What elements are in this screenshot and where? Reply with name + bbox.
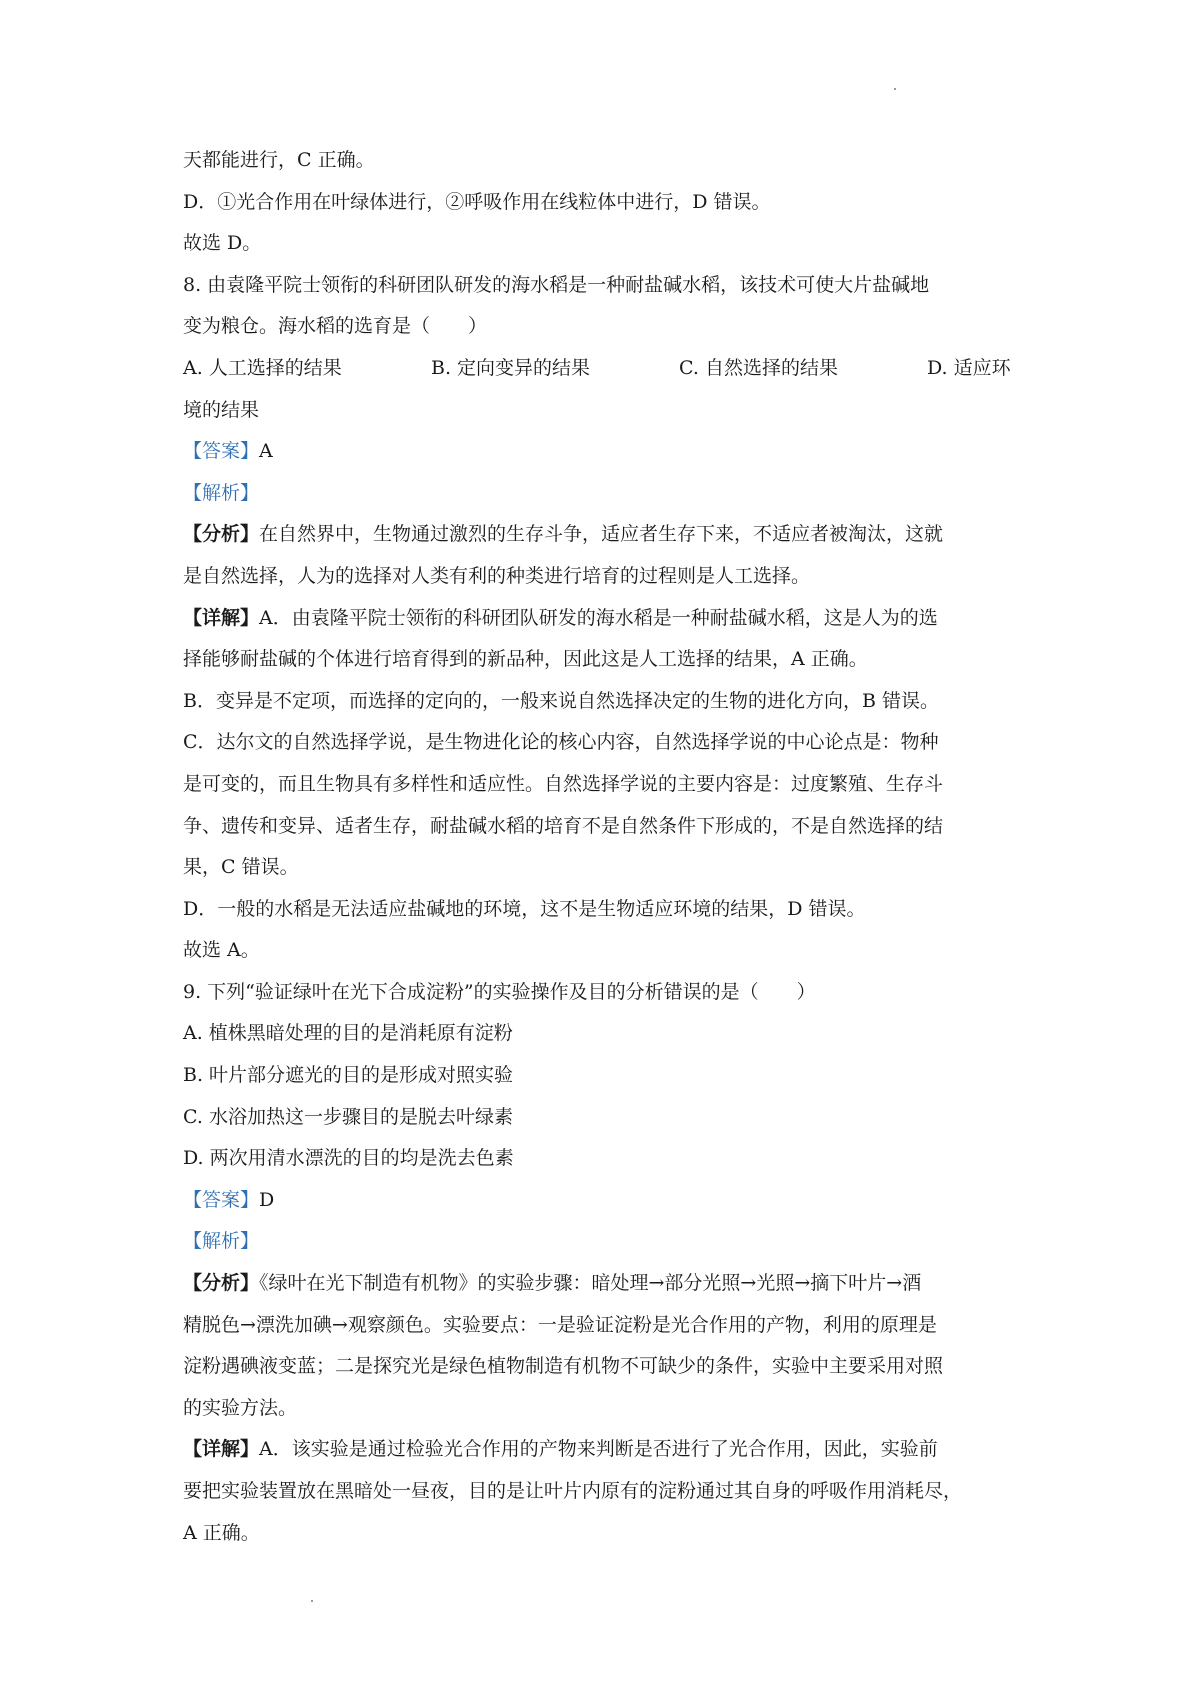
text-line: 故选 A。 [183, 939, 260, 962]
text-line: 淀粉遇碘液变蓝；二是探究光是绿色植物制造有机物不可缺少的条件，实验中主要采用对照 [183, 1355, 944, 1378]
xiangjie-line [183, 598, 1033, 640]
answer-tag: 【答案】 [183, 440, 260, 463]
text-line: D．①光合作用在叶绿体进行，②呼吸作用在线粒体中进行，D 错误。 [183, 190, 771, 213]
text-line: A 正确。 [183, 1521, 260, 1544]
fenxi-text: 在自然界中，生物通过激烈的生存斗争，适应者生存下来，不适应者被淘汰，这就 [259, 523, 944, 546]
option-b: B. 叶片部分遮光的目的是形成对照实验 [183, 1064, 514, 1087]
question-8-stem: 8. 由袁隆平院士领衔的科研团队研发的海水稻是一种耐盐碱水稻，该技术可使大片盐碱地 [183, 273, 930, 296]
analysis-line [183, 1221, 1033, 1263]
answer-tag: 【答案】 [183, 1188, 260, 1211]
top-mark [894, 88, 896, 90]
text-line: 精脱色→漂洗加碘→观察颜色。实验要点：一是验证淀粉是光合作用的产物，利用的原理是 [183, 1313, 937, 1336]
bottom-mark [311, 1600, 313, 1602]
text-line: D．一般的水稻是无法适应盐碱地的环境，这不是生物适应环境的结果，D 错误。 [183, 897, 866, 920]
text-line: 天都能进行，C 正确。 [183, 149, 375, 171]
option-d: D. 适应环 [927, 356, 1011, 379]
document-body [183, 140, 1033, 1554]
question-8-stem: 变为粮仓。海水稻的选育是（ ） [183, 315, 488, 338]
text-line: 要把实验装置放在黑暗处一昼夜，目的是让叶片内原有的淀粉通过其自身的呼吸作用消耗尽， [183, 1480, 963, 1502]
text-line: 是自然选择，人为的选择对人类有利的种类进行培育的过程则是人工选择。 [183, 564, 811, 587]
text-line: 争、遗传和变异、适者生存，耐盐碱水稻的培育不是自然条件下形成的，不是自然选择的结 [183, 814, 944, 837]
text-line: 是可变的，而且生物具有多样性和适应性。自然选择学说的主要内容是：过度繁殖、生存斗 [183, 772, 944, 795]
fenxi-tag: 【分析】 [183, 523, 260, 546]
xiangjie-tag: 【详解】 [183, 606, 260, 629]
xiangjie-text: A．由袁隆平院士领衔的科研团队研发的海水稻是一种耐盐碱水稻，这是人为的选 [259, 606, 938, 629]
text-line: B．变异是不定项，而选择的定向的，一般来说自然选择决定的生物的进化方向，B 错误。 [183, 689, 939, 712]
analysis-tag: 【解析】 [183, 1230, 260, 1253]
analysis-tag: 【解析】 [183, 481, 260, 504]
option-c: C. 自然选择的结果 [679, 356, 838, 379]
text-line: 果，C 错误。 [183, 856, 299, 879]
fenxi-line [183, 1263, 1033, 1305]
text-line: C．达尔文的自然选择学说，是生物进化论的核心内容，自然选择学说的中心论点是：物种 [183, 731, 939, 754]
option-d-continued: 境的结果 [183, 398, 260, 421]
option-a: A. 植株黑暗处理的目的是消耗原有淀粉 [183, 1022, 513, 1045]
text-line: 故选 D。 [183, 232, 262, 255]
xiangjie-line [183, 1429, 1033, 1471]
xiangjie-tag: 【详解】 [183, 1438, 260, 1461]
xiangjie-text: A．该实验是通过检验光合作用的产物来判断是否进行了光合作用，因此，实验前 [259, 1438, 938, 1461]
answer-line [183, 431, 1033, 473]
fenxi-tag: 【分析】 [183, 1272, 260, 1295]
option-b: B. 定向变异的结果 [431, 356, 591, 379]
option-d: D. 两次用清水漂洗的目的均是洗去色素 [183, 1147, 514, 1170]
fenxi-line [183, 514, 1033, 556]
option-a: A. 人工选择的结果 [183, 356, 342, 379]
option-c: C. 水浴加热这一步骤目的是脱去叶绿素 [183, 1105, 513, 1128]
text-line: 择能够耐盐碱的个体进行培育得到的新品种，因此这是人工选择的结果，A 正确。 [183, 648, 868, 671]
fenxi-text: 《绿叶在光下制造有机物》的实验步骤：暗处理→部分光照→光照→摘下叶片→酒 [259, 1272, 922, 1295]
answer-line [183, 1180, 1033, 1222]
text-line: 的实验方法。 [183, 1396, 298, 1419]
answer-value: A [259, 440, 273, 463]
question-9-stem: 9. 下列“验证绿叶在光下合成淀粉”的实验操作及目的分析错误的是（ ） [183, 980, 816, 1003]
analysis-line [183, 473, 1033, 515]
question-8-options [183, 348, 1033, 390]
answer-value: D [259, 1188, 275, 1211]
